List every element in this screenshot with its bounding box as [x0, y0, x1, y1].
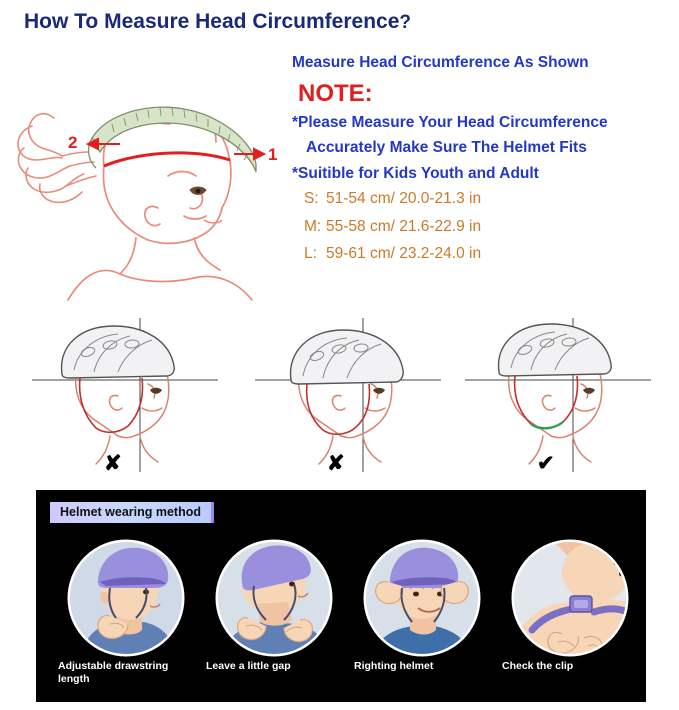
helmet-fit-examples: [0, 312, 679, 477]
measure-arrow-label-left: 2: [68, 133, 78, 152]
wearing-step-1-caption: Adjustable drawstring length: [58, 660, 169, 686]
panel-title: Helmet wearing method: [50, 502, 214, 523]
measure-arrow-label-right: 1: [268, 145, 278, 164]
size-value-s: 51-54 cm/ 20.0-21.3 in: [326, 190, 482, 207]
instruction-line-3: *Suitible for Kids Youth and Adult: [292, 164, 539, 182]
page-title-question-mark: ?: [399, 12, 411, 33]
size-row-s: [304, 191, 672, 207]
size-label-l: L:: [304, 245, 317, 262]
instruction-line-1: *Please Measure Your Head Circumference: [292, 113, 608, 131]
wearing-step-4-image: [510, 538, 630, 658]
note-label: NOTE:: [298, 79, 373, 107]
fit-example-too-far-forward: [245, 312, 455, 477]
wearing-method-steps: [44, 538, 640, 698]
fit-example-too-far-back: [22, 312, 232, 477]
size-value-l: 59-61 cm/ 23.2-24.0 in: [326, 245, 482, 262]
instructions-headline: Measure Head Circumference As Shown: [292, 54, 589, 71]
fit-mark-3: ✔: [537, 452, 555, 475]
wearing-step-2: [200, 538, 348, 698]
wearing-step-4-caption: Check the clip: [502, 660, 574, 672]
size-label-s: S:: [304, 190, 319, 207]
wearing-step-1: [52, 538, 200, 698]
wearing-step-3: [348, 538, 496, 698]
head-measure-illustration: [8, 48, 286, 306]
instruction-line-2: Accurately Make Sure The Helmet Fits: [306, 139, 587, 156]
size-row-m: [304, 219, 672, 235]
size-chart: [304, 191, 672, 262]
instructions-block: [292, 55, 672, 274]
fit-example-correct: [455, 312, 665, 477]
size-row-l: [304, 246, 672, 262]
size-label-m: M:: [304, 217, 322, 235]
page-title: [24, 10, 411, 34]
page-title-text: How To Measure Head Circumference: [24, 10, 400, 33]
wearing-step-2-caption: Leave a little gap: [206, 660, 291, 672]
fit-mark-2: ✘: [327, 452, 345, 475]
wearing-step-1-image: [66, 538, 186, 658]
wearing-step-2-image: [214, 538, 334, 658]
wearing-step-3-image: [362, 538, 482, 658]
size-value-m: 55-58 cm/ 21.6-22.9 in: [326, 217, 482, 235]
wearing-step-3-caption: Righting helmet: [354, 660, 434, 672]
wearing-method-panel: [36, 490, 646, 702]
fit-mark-1: ✘: [104, 452, 122, 475]
wearing-step-4: [496, 538, 644, 698]
